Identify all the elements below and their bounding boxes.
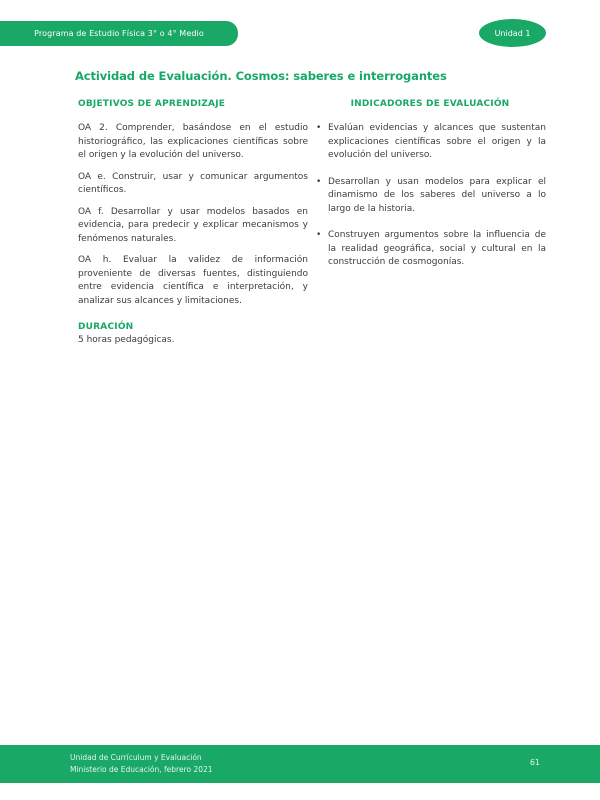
list-item xyxy=(314,122,546,163)
objective-paragraph-oaf: OA f. Desarrollar y usar modelos basados en evidencia, para predecir y explicar mecanismos y fenómenos naturales. xyxy=(78,206,308,244)
footer-line2: Ministerio de Educación, febrero 2021 xyxy=(70,765,213,774)
bullet-marker: • xyxy=(316,123,322,133)
list-item xyxy=(314,176,546,217)
header-program-pill: Programa de Estudio Física 3° o 4° Medio xyxy=(0,21,238,46)
duration-text: 5 horas pedagógicas. xyxy=(78,335,175,345)
indicators-column xyxy=(314,99,546,356)
objective-paragraph-oah: OA h. Evaluar la validez de información proveniente de diversas fuentes, distinguiendo entre evidencia científica e interpretación, y analizar sus alcances y limitaciones. xyxy=(78,255,308,306)
indicators-list xyxy=(314,122,546,270)
bullet-marker: • xyxy=(316,176,322,187)
objectives-heading: OBJETIVOS DE APRENDIZAJE xyxy=(78,99,226,109)
footer-bar xyxy=(0,745,600,783)
objective-paragraph-oae: OA e. Construir, usar y comunicar argumentos científicos. xyxy=(78,171,308,195)
content-columns xyxy=(78,99,546,356)
footer-line1: Unidad de Currículum y Evaluación xyxy=(70,753,202,762)
page-number: 61 xyxy=(529,758,540,767)
objectives-column xyxy=(78,99,308,356)
list-item xyxy=(314,229,546,270)
objective-paragraph-oa2: OA 2. Comprender, basándose en el estudio historiográfico, las explicaciones científicas sobre el origen y la evolución del universo. xyxy=(78,123,308,160)
bullet-marker: • xyxy=(316,230,322,240)
duration-heading: DURACIÓN xyxy=(78,322,134,332)
indicator-text: Evalúan evidencias y alcances que sustentan explicaciones científicas sobre el origen y la evolución del universo. xyxy=(328,123,546,160)
header-unit-pill: Unidad 1 xyxy=(479,19,546,47)
page-title: Actividad de Evaluación. Cosmos: saberes e interrogantes xyxy=(75,69,447,83)
indicators-heading: INDICADORES DE EVALUACIÓN xyxy=(350,99,510,109)
indicator-text: Desarrollan y usan modelos para explicar el dinamismo de los saberes del universo a lo largo de la historia. xyxy=(328,176,546,214)
indicator-text: Construyen argumentos sobre la influencia de la realidad geográfica, social y cultural en la construcción de cosmogonías. xyxy=(328,230,546,267)
footer-credits xyxy=(70,752,213,776)
